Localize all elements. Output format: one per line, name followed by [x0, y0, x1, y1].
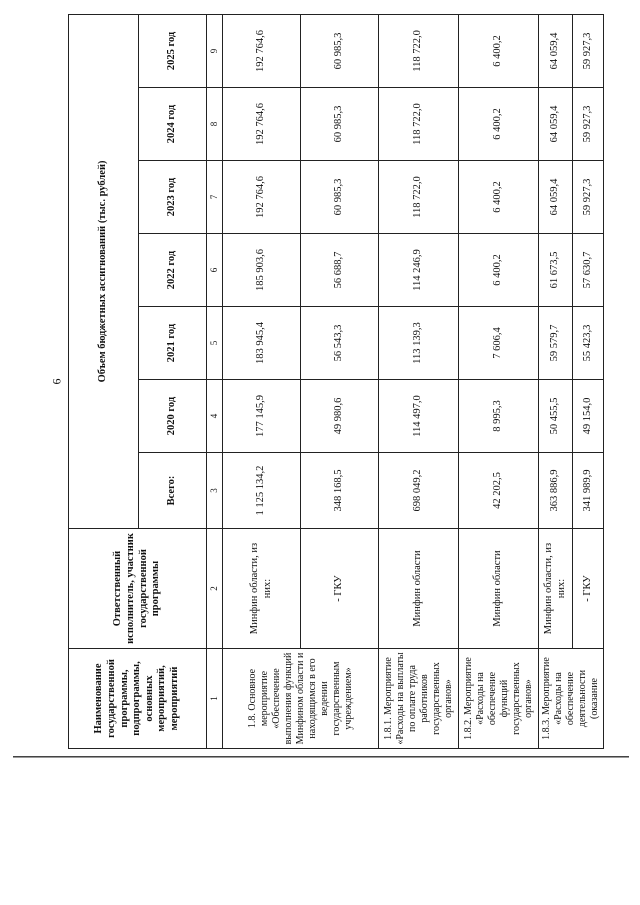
value-cell: 55 423,3 — [573, 307, 604, 380]
table-row — [573, 14, 604, 748]
value-cell: 64 059,4 — [539, 88, 573, 161]
header-budget: Объем бюджетных ассигнований (тыс. рублей) — [69, 14, 139, 528]
value-cell: 6 400,2 — [459, 14, 539, 87]
executor-cell: - ГКУ — [573, 529, 604, 649]
value-cell: 42 202,5 — [459, 453, 539, 529]
page-number: 6 — [49, 378, 64, 385]
column-number-row — [207, 14, 223, 748]
rotated-table-container — [68, 15, 600, 749]
executor-cell: Минфин области, из них: — [223, 529, 301, 649]
executor-cell: Минфин области, из них: — [539, 529, 573, 649]
value-cell: 114 246,9 — [379, 234, 459, 307]
year-header-1: 2020 год — [139, 380, 207, 453]
value-cell: 59 579,7 — [539, 307, 573, 380]
value-cell: 118 722,0 — [379, 161, 459, 234]
year-header-4: 2023 год — [139, 161, 207, 234]
value-cell: 59 927,3 — [573, 88, 604, 161]
table-row — [223, 14, 301, 748]
column-number: 2 — [207, 529, 223, 649]
value-cell: 6 400,2 — [459, 161, 539, 234]
year-header-5: 2024 год — [139, 88, 207, 161]
value-cell: 192 764,6 — [223, 88, 301, 161]
year-header-0: Всего: — [139, 453, 207, 529]
budget-table — [68, 14, 604, 749]
value-cell: 60 985,3 — [301, 161, 379, 234]
value-cell: 49 980,6 — [301, 380, 379, 453]
column-number: 9 — [207, 14, 223, 87]
header-name: Наименование государственной программы, подпрограммы, основных мероприятий, мероприятий — [69, 649, 207, 749]
value-cell: 8 995,3 — [459, 380, 539, 453]
value-cell: 6 400,2 — [459, 88, 539, 161]
value-cell: 1 125 134,2 — [223, 453, 301, 529]
value-cell: 118 722,0 — [379, 88, 459, 161]
value-cell: 60 985,3 — [301, 88, 379, 161]
value-cell: 192 764,6 — [223, 14, 301, 87]
column-number: 1 — [207, 649, 223, 749]
value-cell: 64 059,4 — [539, 14, 573, 87]
table-body — [207, 14, 604, 748]
table-row — [301, 14, 379, 748]
value-cell: 7 606,4 — [459, 307, 539, 380]
year-header-2: 2021 год — [139, 307, 207, 380]
table-row — [539, 14, 573, 748]
value-cell: 59 927,3 — [573, 161, 604, 234]
value-cell: 50 455,5 — [539, 380, 573, 453]
column-number: 5 — [207, 307, 223, 380]
program-name-cell: 1.8.2. Мероприятие «Расходы на обеспечение функций государственных органов» — [459, 649, 539, 749]
year-header-6: 2025 год — [139, 14, 207, 87]
header-executor: Ответственный исполнитель, участник государственной программы — [69, 529, 207, 649]
value-cell: 183 945,4 — [223, 307, 301, 380]
value-cell: 114 497,0 — [379, 380, 459, 453]
column-number: 6 — [207, 234, 223, 307]
column-number: 7 — [207, 161, 223, 234]
value-cell: 56 543,3 — [301, 307, 379, 380]
value-cell: 177 145,9 — [223, 380, 301, 453]
value-cell: 192 764,6 — [223, 161, 301, 234]
value-cell: 64 059,4 — [539, 161, 573, 234]
column-number: 3 — [207, 453, 223, 529]
value-cell: 56 688,7 — [301, 234, 379, 307]
executor-cell: - ГКУ — [301, 529, 379, 649]
column-number: 8 — [207, 88, 223, 161]
table-row — [379, 14, 459, 748]
program-name-cell: 1.8. Основное мероприятие «Обеспечение выполнения функций Минфином области и находящимся в его ведении государственным учреждением» — [223, 649, 379, 749]
value-cell: 60 985,3 — [301, 14, 379, 87]
table-row — [459, 14, 539, 748]
value-cell: 6 400,2 — [459, 234, 539, 307]
value-cell: 363 886,9 — [539, 453, 573, 529]
value-cell: 61 673,5 — [539, 234, 573, 307]
executor-cell: Минфин области — [379, 529, 459, 649]
program-name-cell: 1.8.1. Мероприятие «Расходы на выплаты по оплате труда работников государственных органов» — [379, 649, 459, 749]
value-cell: 698 049,2 — [379, 453, 459, 529]
value-cell: 118 722,0 — [379, 14, 459, 87]
year-header-3: 2022 год — [139, 234, 207, 307]
value-cell: 113 139,3 — [379, 307, 459, 380]
value-cell: 341 989,9 — [573, 453, 604, 529]
column-number: 4 — [207, 380, 223, 453]
value-cell: 348 168,5 — [301, 453, 379, 529]
value-cell: 59 927,3 — [573, 14, 604, 87]
horizontal-rule — [13, 756, 629, 758]
value-cell: 57 630,7 — [573, 234, 604, 307]
executor-cell: Минфин области — [459, 529, 539, 649]
program-name-cell: 1.8.3. Мероприятие «Расходы на обеспечение деятельности (оказание — [539, 649, 604, 749]
value-cell: 185 903,6 — [223, 234, 301, 307]
value-cell: 49 154,0 — [573, 380, 604, 453]
